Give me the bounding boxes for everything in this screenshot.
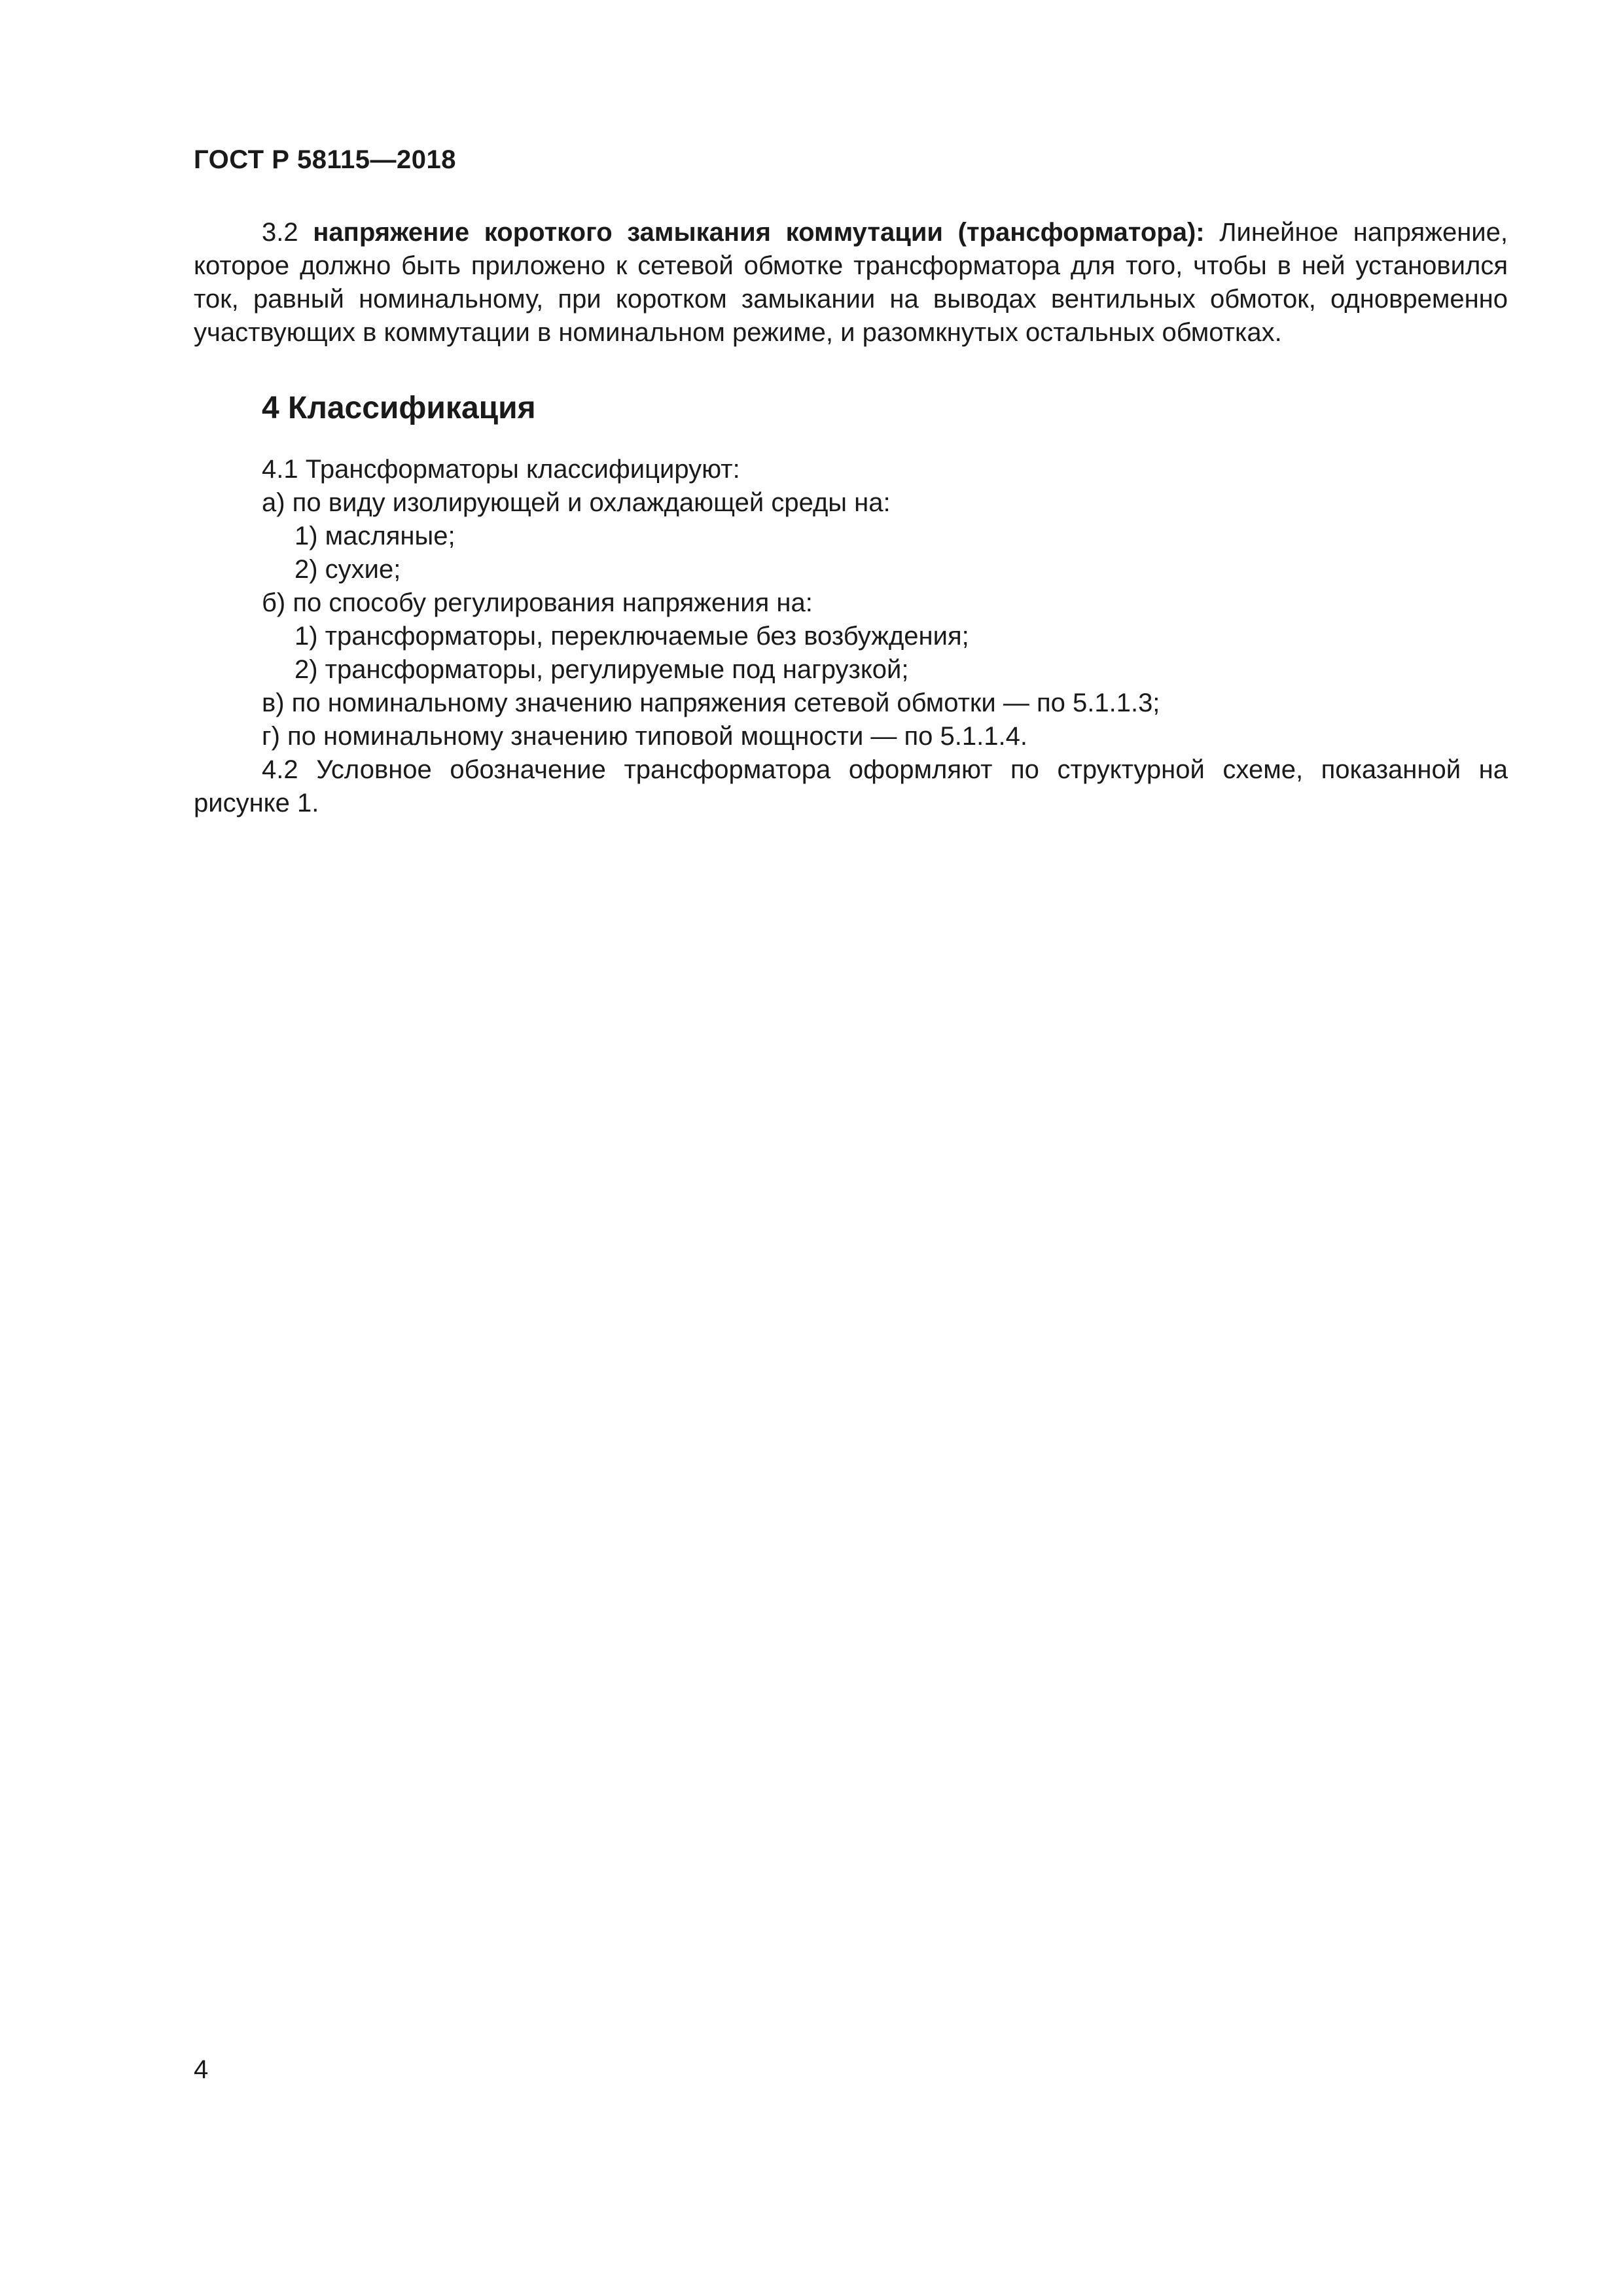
section-title: 4 Классификация: [262, 391, 536, 425]
list-item: 4.1 Трансформаторы классифицируют:: [262, 455, 740, 484]
list-item: в) по номинальному значению напряжения сетевой обмотки — по 5.1.1.3;: [262, 689, 1160, 717]
definition-text: Линейное напряжение, которое должно быть приложено к сетевой обмотке трансформатора для того, чтобы в ней установился ток, равный номинальному, при коротком замыкании на выводах вентильных обмоток, одновременно участвующих в коммутации в номинальном режиме, и разомкнутых остальных обмотках.: [194, 218, 1508, 347]
list-item: 2) сухие;: [294, 555, 401, 584]
list-item: а) по виду изолирующей и охлаждающей среды на:: [262, 488, 891, 517]
list-item: 1) масляные;: [294, 522, 455, 550]
definition-term: напряжение короткого замыкания коммутации (трансформатора):: [313, 218, 1205, 247]
page-content: [194, 216, 1508, 820]
definition-paragraph: [194, 216, 1508, 350]
definition-number: 3.2: [262, 218, 298, 247]
list-item: 1) трансформаторы, переключаемые без возбуждения;: [294, 622, 969, 651]
list-item: 2) трансформаторы, регулируемые под нагрузкой;: [294, 655, 909, 684]
document-header: ГОСТ Р 58115—2018: [194, 145, 456, 174]
page-number: 4: [194, 2055, 209, 2084]
list-item: б) по способу регулирования напряжения на:: [262, 588, 813, 617]
paragraph-4-2: 4.2 Условное обозначение трансформатора оформляют по структурной схеме, показанной на рисунке 1.: [194, 755, 1508, 817]
list-item: г) по номинальному значению типовой мощности — по 5.1.1.4.: [262, 722, 1027, 751]
classification-list: [194, 453, 1508, 820]
